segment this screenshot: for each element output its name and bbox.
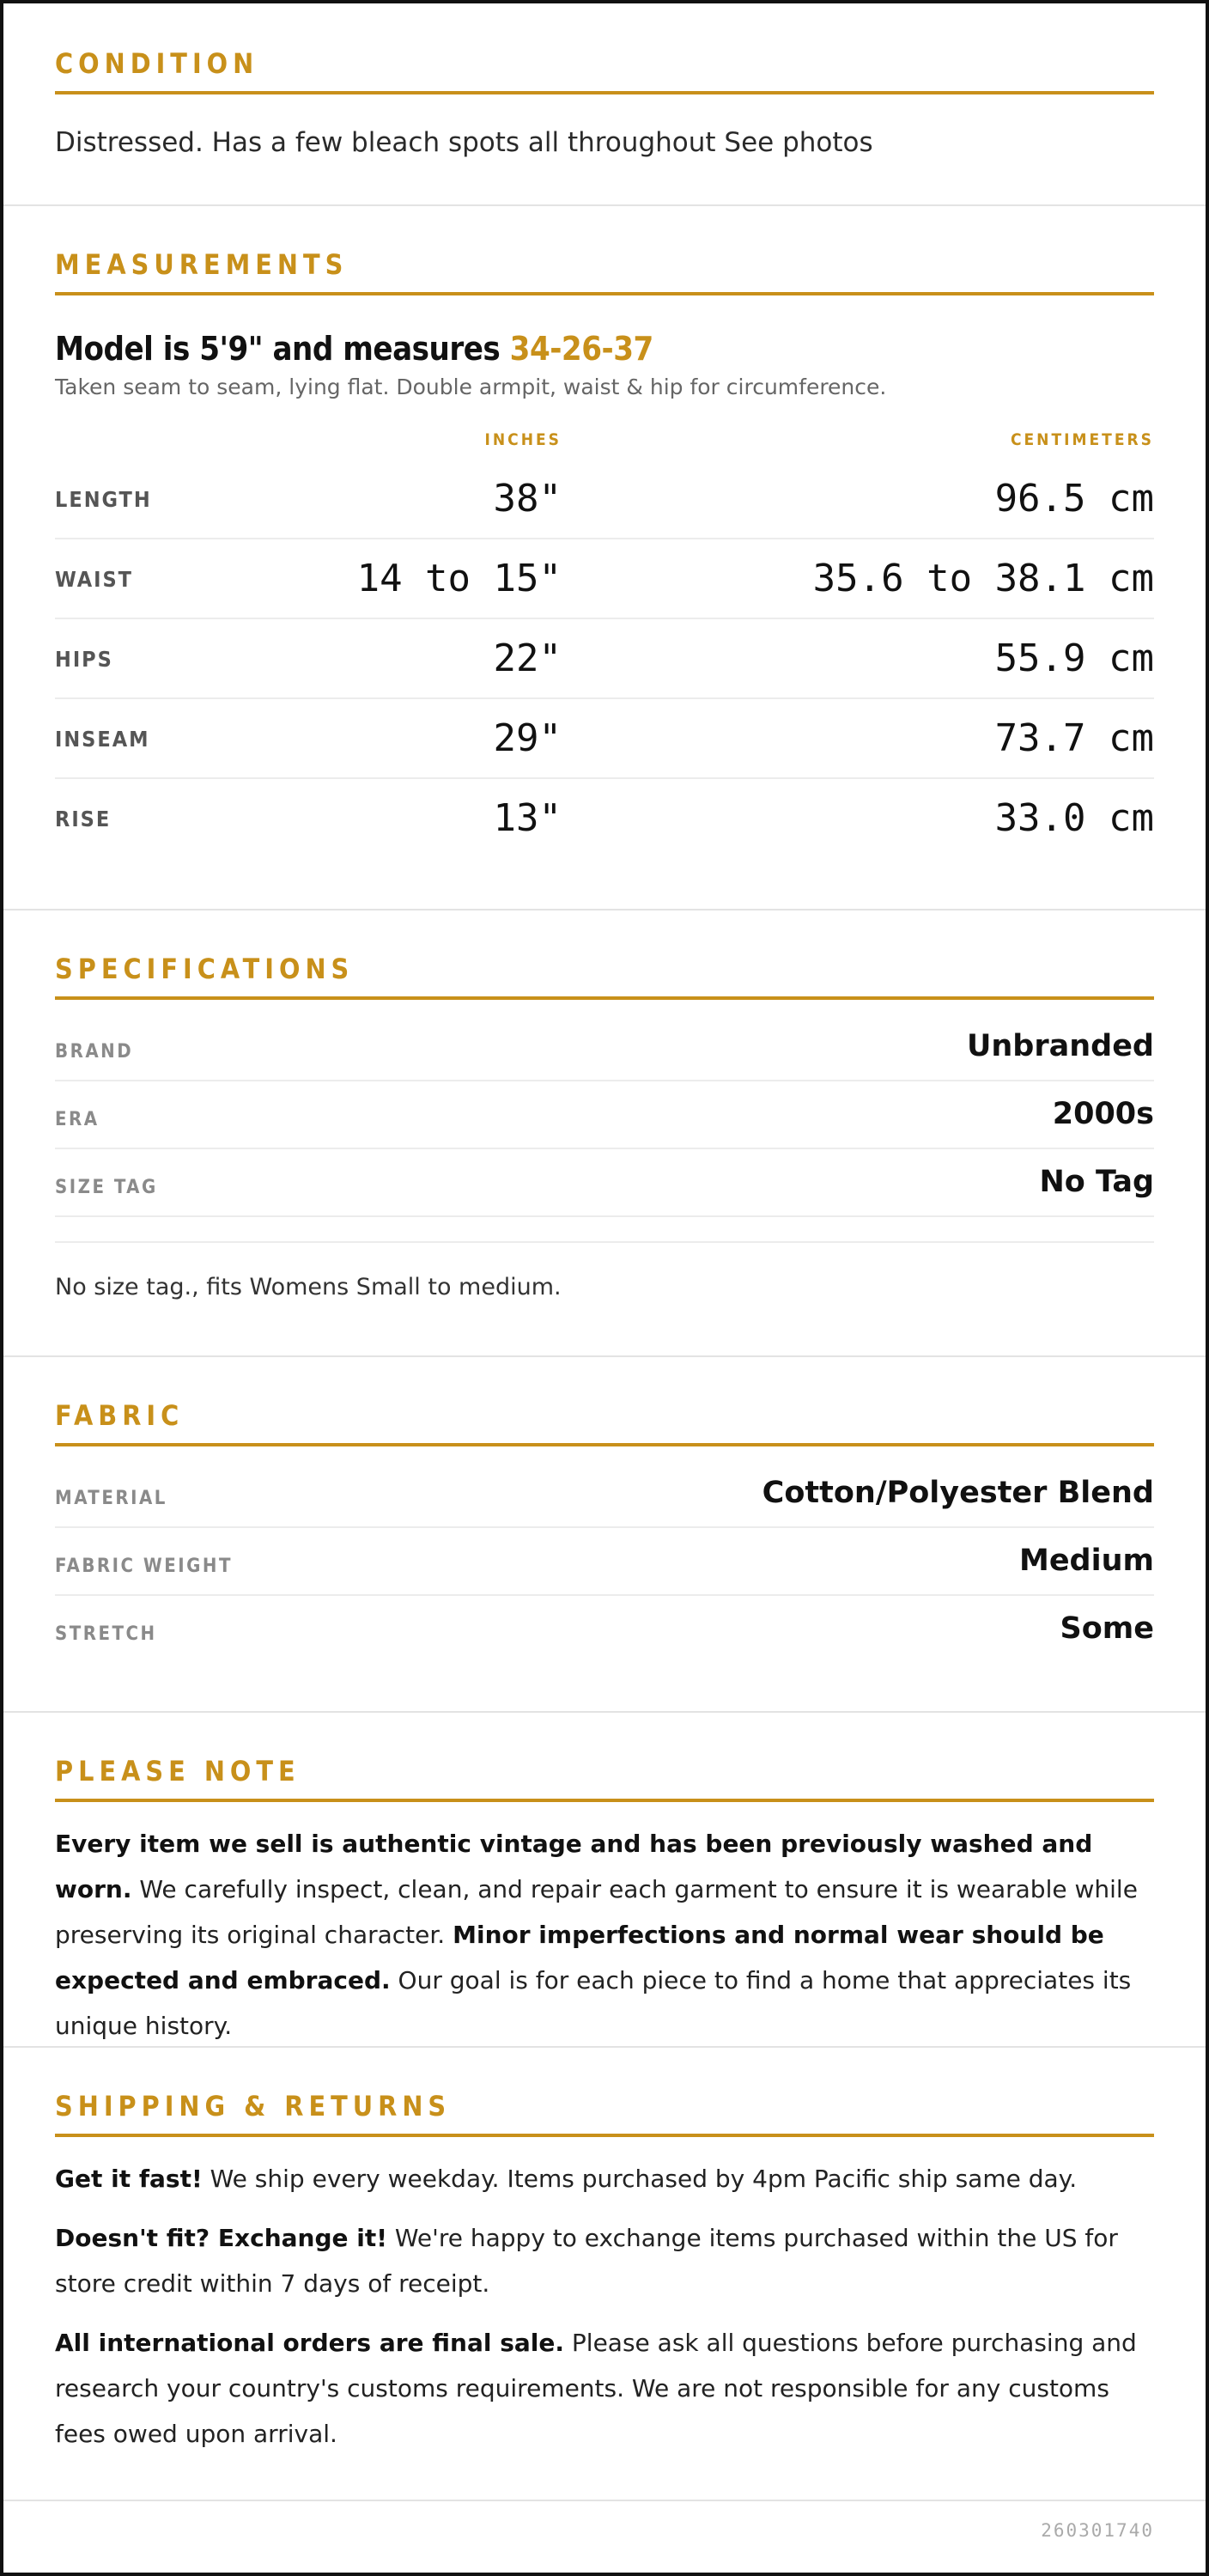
spec-label: MATERIAL bbox=[55, 1488, 167, 1509]
measurement-row-waist bbox=[55, 539, 1154, 619]
measurement-label: LENGTH bbox=[55, 487, 152, 512]
measurement-row-inseam bbox=[55, 699, 1154, 779]
measurement-inches: 13" bbox=[493, 796, 562, 840]
centimeters-header: CENTIMETERS bbox=[1010, 430, 1154, 449]
divider bbox=[3, 2500, 1206, 2501]
spec-label: BRAND bbox=[55, 1041, 134, 1063]
measurement-inches: 38" bbox=[493, 477, 562, 521]
shipping-bold-3: All international orders are final sale. bbox=[55, 2329, 565, 2357]
shipping-text-1: We ship every weekday. Items purchased by 4pm Pacific ship same day. bbox=[202, 2165, 1078, 2193]
inches-header: INCHES bbox=[484, 430, 562, 449]
shipping-title: SHIPPING & RETURNS bbox=[55, 2089, 1154, 2137]
measurements-section bbox=[3, 247, 1206, 859]
measurements-header bbox=[55, 425, 1154, 460]
fabric-section bbox=[3, 1398, 1206, 1664]
spec-row-size-tag bbox=[55, 1149, 1154, 1217]
spec-label: STRETCH bbox=[55, 1623, 157, 1645]
divider bbox=[3, 1711, 1206, 1713]
please-note-section bbox=[3, 1754, 1206, 2049]
measurement-label: INSEAM bbox=[55, 727, 150, 752]
size-note: No size tag., fits Womens Small to medium. bbox=[55, 1241, 1154, 1300]
spec-value: Cotton/Polyester Blend bbox=[762, 1476, 1154, 1510]
measurement-inches: 14 to 15" bbox=[356, 557, 562, 600]
divider bbox=[3, 2046, 1206, 2048]
please-note-title: PLEASE NOTE bbox=[55, 1754, 1154, 1802]
measurements-title: MEASUREMENTS bbox=[55, 247, 1154, 295]
spec-value: Unbranded bbox=[966, 1029, 1154, 1063]
condition-section bbox=[3, 46, 1206, 158]
shipping-bold-2: Doesn't fit? Exchange it! bbox=[55, 2224, 387, 2252]
note-text-1: We carefully inspect, clean, and repair each garment to ensure it is wearable while preserving its original character. bbox=[55, 1875, 1138, 1949]
measurement-row-rise bbox=[55, 779, 1154, 859]
measurement-cm: 73.7 cm bbox=[994, 716, 1154, 760]
item-code: 260301740 bbox=[1041, 2520, 1154, 2541]
fabric-row-material bbox=[55, 1460, 1154, 1528]
measurement-label: RISE bbox=[55, 807, 112, 831]
measurement-cm: 96.5 cm bbox=[994, 477, 1154, 521]
note-bold-2: Minor imperfections and normal wear should be expected and embraced. bbox=[55, 1921, 1104, 1994]
fabric-row-stretch bbox=[55, 1596, 1154, 1664]
condition-title: CONDITION bbox=[55, 46, 1154, 94]
measurement-label: HIPS bbox=[55, 647, 113, 672]
measurement-row-hips bbox=[55, 619, 1154, 699]
shipping-paragraph-3 bbox=[55, 2320, 1154, 2457]
model-prefix: Model is 5'9" and measures bbox=[55, 330, 510, 368]
spec-value: Medium bbox=[1018, 1544, 1154, 1578]
model-measurements: 34-26-37 bbox=[509, 330, 653, 368]
shipping-text-2: We're happy to exchange items purchased within the US for store credit within 7 days of receipt. bbox=[55, 2224, 1118, 2298]
fabric-title: FABRIC bbox=[55, 1398, 1154, 1446]
measurement-inches: 22" bbox=[493, 636, 562, 680]
divider bbox=[3, 204, 1206, 206]
shipping-text-3: Please ask all questions before purchasing and research your country's customs requirements. We are not responsible for any customs fees owed upon arrival. bbox=[55, 2329, 1137, 2448]
spec-value: 2000s bbox=[1052, 1097, 1154, 1131]
measurements-subtitle: Taken seam to seam, lying flat. Double armpit, waist & hip for circumference. bbox=[55, 375, 887, 399]
spec-label: FABRIC WEIGHT bbox=[55, 1556, 233, 1577]
measurement-row-length bbox=[55, 460, 1154, 539]
spec-value: No Tag bbox=[1039, 1165, 1154, 1199]
spec-row-brand bbox=[55, 1014, 1154, 1081]
divider bbox=[3, 1355, 1206, 1357]
spec-label: SIZE TAG bbox=[55, 1177, 158, 1198]
model-line bbox=[55, 330, 1154, 368]
please-note-text bbox=[55, 1821, 1154, 2049]
fabric-row-weight bbox=[55, 1528, 1154, 1596]
specifications-section bbox=[3, 952, 1206, 1300]
shipping-paragraph-1 bbox=[55, 2156, 1154, 2201]
shipping-paragraph-2 bbox=[55, 2215, 1154, 2306]
note-bold-1: Every item we sell is authentic vintage and has been previously washed and worn. bbox=[55, 1830, 1093, 1903]
spec-row-era bbox=[55, 1081, 1154, 1149]
divider bbox=[3, 909, 1206, 910]
shipping-bold-1: Get it fast! bbox=[55, 2165, 203, 2193]
spec-value: Some bbox=[1060, 1611, 1154, 1646]
measurement-cm: 33.0 cm bbox=[994, 796, 1154, 840]
measurement-cm: 55.9 cm bbox=[994, 636, 1154, 680]
measurement-cm: 35.6 to 38.1 cm bbox=[812, 557, 1154, 600]
measurement-label: WAIST bbox=[55, 567, 134, 592]
spec-label: ERA bbox=[55, 1109, 100, 1130]
measurement-inches: 29" bbox=[493, 716, 562, 760]
specifications-title: SPECIFICATIONS bbox=[55, 952, 1154, 1000]
note-text-2: Our goal is for each piece to find a home that appreciates its unique history. bbox=[55, 1966, 1132, 2040]
shipping-section bbox=[3, 2089, 1206, 2457]
condition-text: Distressed. Has a few bleach spots all throughout See photos bbox=[55, 127, 873, 158]
